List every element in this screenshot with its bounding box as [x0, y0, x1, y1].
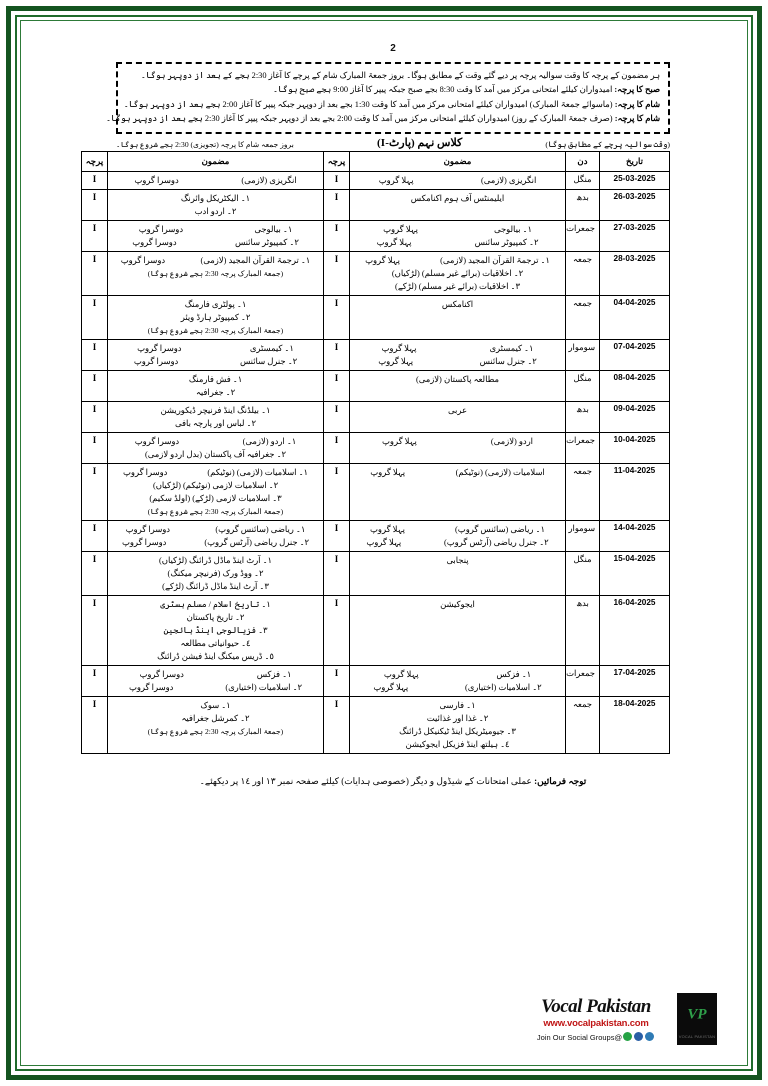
subject-entry: [354, 699, 561, 712]
subject-entry: [112, 650, 319, 663]
subject-entry: [354, 598, 561, 611]
subject-entry: [112, 236, 319, 249]
subject-timing-note: (جمعۃ المبارک پرچہ 2:30 بجے شروع ہوگا): [147, 268, 284, 278]
subject-entry: [112, 223, 319, 236]
subject-entry: [354, 554, 561, 567]
cell-subject-morning: [350, 370, 566, 401]
timing-notice-box: [106, 62, 670, 134]
subject-entry: [112, 174, 319, 187]
header-subject-evening: مضمون: [108, 151, 324, 171]
subject-name: ٣۔ فزیالوجی اینڈ ہائجین: [163, 625, 268, 635]
subject-name: اسلامیات (لازمی) (نوٹیکم): [455, 467, 545, 477]
cell-date: 09-04-2025: [600, 401, 670, 432]
subject-name: ١۔ فش فارمنگ: [188, 374, 243, 384]
facebook-icon: [634, 1032, 643, 1041]
cell-subject-evening: [108, 339, 324, 370]
table-row: [82, 432, 670, 463]
cell-date: 17-04-2025: [600, 665, 670, 696]
subject-name: ٥۔ ڈریس میکنگ اینڈ فیشن ڈرائنگ: [157, 651, 274, 661]
subject-group: پہلا گروپ: [382, 436, 417, 446]
subject-entry: [112, 668, 319, 681]
subject-entry: [112, 611, 319, 624]
cell-paper-morning: I: [324, 171, 350, 189]
cell-subject-morning: [350, 295, 566, 339]
cell-subject-evening: [108, 251, 324, 295]
cell-subject-evening: [108, 189, 324, 220]
cell-subject-evening: [108, 171, 324, 189]
subject-entry: [354, 236, 561, 249]
subject-name: ٢۔ کمپیوٹر سائنس: [234, 237, 299, 247]
footer-note-label: توجہ فرمائیں:: [534, 775, 587, 786]
cell-paper-morning: I: [324, 551, 350, 595]
subject-entry: [354, 725, 561, 738]
subject-name: ١۔ اسلامیات (لازمی) (نوٹیکم): [207, 467, 309, 477]
cell-day: جمعہ: [566, 463, 600, 520]
subject-entry: [354, 355, 561, 368]
subject-group: پہلا گروپ: [366, 537, 402, 547]
cell-date: 14-04-2025: [600, 520, 670, 551]
subject-group: دوسرا گروپ: [128, 682, 174, 692]
cell-day: جمعرات: [566, 665, 600, 696]
cell-day: سوموار: [566, 520, 600, 551]
cell-date: 28-03-2025: [600, 251, 670, 295]
cell-subject-evening: [108, 220, 324, 251]
notice-line: [126, 69, 660, 83]
footer-note: [116, 776, 670, 787]
cell-date: 27-03-2025: [600, 220, 670, 251]
cell-subject-evening: [108, 595, 324, 665]
cell-paper-evening: I: [82, 189, 108, 220]
cell-paper-morning: I: [324, 339, 350, 370]
subject-entry: [112, 466, 319, 479]
cell-subject-morning: [350, 220, 566, 251]
subject-entry: [354, 435, 561, 448]
cell-paper-morning: I: [324, 520, 350, 551]
subject-name: ١۔ بیلڈنگ اینڈ فرنیچر ڈیکوریشن: [160, 405, 271, 415]
subject-entry: [354, 536, 561, 549]
subject-group: پہلا گروپ: [376, 237, 412, 247]
subject-name: ١۔ پولٹری فارمنگ: [184, 299, 247, 309]
table-row: [82, 370, 670, 401]
subject-name: پنجابی: [446, 555, 469, 565]
subject-entry: [354, 681, 561, 694]
cell-paper-morning: I: [324, 220, 350, 251]
header-date: تاریخ: [600, 151, 670, 171]
cell-day: بدھ: [566, 189, 600, 220]
table-row: [82, 401, 670, 432]
subject-group: دوسرا گروپ: [133, 356, 179, 366]
cell-subject-morning: [350, 551, 566, 595]
cell-subject-evening: [108, 401, 324, 432]
cell-paper-evening: I: [82, 432, 108, 463]
subject-name: ١۔ کیمسٹری: [249, 343, 294, 353]
cell-paper-morning: I: [324, 295, 350, 339]
notice-text: (صرف جمعۃ المبارک کے روز) امیدواران کیلئے امتحانی مرکز میں آمد کا وقت 2:00 بجے بعد از دوپہر جبکہ پیپر کا آغاز 2:30 بجے بعد از دوپہر ہوگا۔: [106, 114, 613, 124]
timing-note-right: (وقت سوالیہ پرچے کے مطابق ہوگا): [545, 139, 670, 149]
cell-paper-evening: I: [82, 401, 108, 432]
subject-name: ٢۔ ووڈ ورک (فرنیچر میکنگ): [167, 568, 264, 578]
table-row: [82, 171, 670, 189]
subject-group: پہلا گروپ: [365, 255, 400, 265]
cell-subject-morning: [350, 463, 566, 520]
page-frame-inner-line: [15, 15, 753, 1071]
subject-entry: [112, 492, 319, 505]
cell-subject-morning: [350, 665, 566, 696]
cell-paper-evening: I: [82, 339, 108, 370]
cell-day: بدھ: [566, 595, 600, 665]
subject-group: پہلا گروپ: [383, 224, 418, 234]
subject-group: دوسرا گروپ: [121, 537, 167, 547]
subject-entry: [112, 712, 319, 725]
subject-entry: [112, 567, 319, 580]
subject-group: پہلا گروپ: [370, 467, 406, 477]
cell-paper-evening: I: [82, 220, 108, 251]
subject-entry: [354, 174, 561, 187]
subject-entry: [112, 637, 319, 650]
subject-timing-note: (جمعۃ المبارک پرچہ 2:30 بجے شروع ہوگا): [147, 325, 284, 335]
subject-entry: [112, 523, 319, 536]
subject-name: ٢۔ جنرل ریاضی (آرٹس گروپ): [204, 537, 310, 547]
cell-subject-morning: [350, 595, 566, 665]
subject-entry: [112, 435, 319, 448]
subject-name: ١۔ تاریخ اسلام / مسلم ہسٹری: [160, 599, 271, 609]
cell-paper-morning: I: [324, 665, 350, 696]
table-row: [82, 520, 670, 551]
subject-name: ٣۔ جیومیٹریکل اینڈ ٹیکنیکل ڈرائنگ: [399, 726, 516, 736]
subject-entry: [354, 254, 561, 267]
cell-paper-morning: I: [324, 189, 350, 220]
cell-subject-evening: [108, 432, 324, 463]
cell-day: جمعرات: [566, 432, 600, 463]
logo-url: www.vocalpakistan.com: [543, 1018, 649, 1029]
subject-entry: [112, 448, 319, 461]
subject-entry: [354, 738, 561, 751]
subject-name: ٢۔ اردو ادب: [194, 206, 237, 216]
subject-name: عربی: [448, 405, 467, 415]
exam-schedule-body: [82, 171, 670, 753]
table-row: [82, 220, 670, 251]
page-green-frame: [6, 6, 762, 1080]
subject-group: پہلا گروپ: [383, 669, 419, 679]
subject-entry: [354, 280, 561, 293]
subject-name: انگریزی (لازمی): [480, 175, 537, 185]
subject-entry: [354, 466, 561, 479]
subject-name: ١۔ کیمسٹری: [489, 343, 534, 353]
cell-paper-evening: I: [82, 696, 108, 753]
subject-group: دوسرا گروپ: [139, 669, 184, 679]
cell-day: بدھ: [566, 401, 600, 432]
subject-entry: [354, 404, 561, 417]
subject-group: دوسرا گروپ: [137, 343, 182, 353]
cell-day: جمعرات: [566, 220, 600, 251]
subject-group: پہلا گروپ: [378, 175, 414, 185]
subject-timing-note: (جمعۃ المبارک پرچہ 2:30 بجے شروع ہوگا): [147, 726, 284, 736]
cell-paper-evening: I: [82, 370, 108, 401]
cell-date: 08-04-2025: [600, 370, 670, 401]
subject-entry: [354, 373, 561, 386]
subject-name: ٢۔ جنرل سائنس: [240, 356, 298, 366]
notice-label: شام کا پرچہ:: [614, 114, 660, 124]
subject-name: ٢۔ جغرافیہ: [195, 387, 236, 397]
cell-subject-morning: [350, 696, 566, 753]
cell-paper-morning: I: [324, 432, 350, 463]
subject-name: ١۔ ترجمۃ القرآن المجید (لازمی): [200, 255, 311, 265]
cell-subject-morning: [350, 251, 566, 295]
cell-paper-evening: I: [82, 551, 108, 595]
cell-paper-morning: I: [324, 696, 350, 753]
cell-date: 16-04-2025: [600, 595, 670, 665]
logo-badge: [677, 993, 717, 1045]
subject-name: ٢۔ تاریخ پاکستان: [186, 612, 245, 622]
linkedin-icon: [645, 1032, 654, 1041]
cell-subject-evening: [108, 665, 324, 696]
cell-paper-evening: I: [82, 520, 108, 551]
cell-date: 26-03-2025: [600, 189, 670, 220]
subject-name: ٢۔ جنرل سائنس: [479, 356, 537, 366]
notice-line: [126, 83, 660, 97]
notice-text: (ماسوائے جمعۃ المبارک) امیدواران کیلئے امتحانی مرکز میں آمد کا وقت 1:30 بجے بعد از دوپہر جبکہ پیپر کا آغاز 2:00 بجے بعد از دوپہر ہوگا۔: [123, 99, 613, 109]
subject-name: ٢۔ اسلامیات لازمی (نوٹیکم) (لڑکیاں): [152, 480, 279, 490]
subject-entry: [112, 254, 319, 267]
subject-entry: [112, 205, 319, 218]
subject-name: ١۔ فارسی: [439, 700, 476, 710]
subject-name: ١۔ آرٹ اینڈ ماڈل ڈرائنگ (لڑکیاں): [159, 555, 272, 565]
cell-date: 18-04-2025: [600, 696, 670, 753]
date-sheet-document: [43, 39, 743, 1069]
subject-group: دوسرا گروپ: [134, 175, 179, 185]
subject-group: پہلا گروپ: [373, 682, 409, 692]
subject-entry: [112, 554, 319, 567]
subject-name: ١۔ بیالوجی: [494, 224, 532, 234]
subject-name: ٢۔ کمرشل جغرافیہ: [181, 713, 250, 723]
subject-entry: [354, 342, 561, 355]
cell-subject-evening: [108, 520, 324, 551]
subject-name: ٢۔ جغرافیہ آف پاکستان (بدل اردو لازمی): [145, 449, 286, 459]
subject-entry: [354, 668, 561, 681]
cell-paper-evening: I: [82, 171, 108, 189]
header-subject-morning: مضمون: [350, 151, 566, 171]
subject-entry: [112, 386, 319, 399]
cell-paper-morning: I: [324, 370, 350, 401]
subject-entry: [112, 681, 319, 694]
table-row: [82, 595, 670, 665]
subject-group: پہلا گروپ: [378, 356, 414, 366]
subject-group: دوسرا گروپ: [134, 436, 180, 446]
page-frame-inner-line-2: [20, 20, 748, 1066]
subject-name: ایجوکیشن: [440, 599, 475, 609]
subject-entry: [354, 298, 561, 311]
subject-name: ٢۔ اسلامیات (اختیاری): [464, 682, 542, 692]
subject-name: ١۔ ریاضی (سائنس گروپ): [455, 524, 545, 534]
subject-entry: [112, 192, 319, 205]
subject-name: ١۔ فزکس: [256, 669, 292, 679]
subject-entry: [112, 342, 319, 355]
table-row: [82, 463, 670, 520]
subject-group: دوسرا گروپ: [132, 237, 177, 247]
subject-name: ٣۔ اخلاقیات (برائے غیر مسلم) (لڑکے): [395, 281, 520, 291]
subject-name: ٣۔ اسلامیات لازمی (لڑکے) (اولڈ سکیم): [149, 493, 282, 503]
notice-text: امیدواران کیلئے امتحانی مرکز میں آمد کا وقت 8:30 بجے صبح جبکہ پیپر کا آغاز 9:00 بجے صبح ہوگا۔: [272, 85, 613, 95]
cell-subject-evening: [108, 696, 324, 753]
cell-subject-morning: [350, 520, 566, 551]
subject-name: ١۔ بیالوجی: [254, 224, 293, 234]
subject-entry: [112, 598, 319, 611]
subject-entry: [112, 536, 319, 549]
cell-paper-evening: I: [82, 251, 108, 295]
cell-date: 11-04-2025: [600, 463, 670, 520]
vocal-pakistan-watermark: [517, 993, 717, 1055]
subject-entry: [112, 311, 319, 324]
subject-name: ٢۔ لباس اور پارچہ بافی: [175, 418, 256, 428]
page-number: 2: [390, 43, 396, 54]
cell-paper-evening: I: [82, 295, 108, 339]
subject-entry: [112, 404, 319, 417]
subject-group: دوسرا گروپ: [138, 224, 184, 234]
cell-day: جمعہ: [566, 696, 600, 753]
subject-name: ١۔ ترجمۃ القرآن المجید (لازمی): [440, 255, 550, 265]
header-day: دن: [566, 151, 600, 171]
cell-subject-evening: [108, 551, 324, 595]
header-paper-morning: پرچہ: [324, 151, 350, 171]
cell-day: منگل: [566, 171, 600, 189]
subject-group: دوسرا گروپ: [125, 524, 171, 534]
subject-name: ٣۔ آرٹ اینڈ ماڈل ڈرائنگ (لڑکے): [162, 581, 269, 591]
subject-name: ٢۔ اسلامیات (اختیاری): [225, 682, 303, 692]
subject-entry: [112, 699, 319, 712]
cell-day: جمعہ: [566, 295, 600, 339]
cell-date: 25-03-2025: [600, 171, 670, 189]
whatsapp-icon: [623, 1032, 632, 1041]
cell-date: 07-04-2025: [600, 339, 670, 370]
subject-entry: [354, 223, 561, 236]
exam-schedule-table: [81, 151, 670, 754]
cell-paper-morning: I: [324, 463, 350, 520]
subject-name: ایلیمنٹس آف ہوم اکنامکس: [410, 193, 505, 203]
subject-name: اکنامکس: [441, 299, 474, 309]
cell-paper-evening: I: [82, 665, 108, 696]
cell-subject-morning: [350, 171, 566, 189]
cell-day: جمعہ: [566, 251, 600, 295]
cell-date: 15-04-2025: [600, 551, 670, 595]
class-title: کلاس نہم (پارٹ-I): [377, 136, 463, 149]
cell-day: منگل: [566, 551, 600, 595]
subject-name: ١۔ فزکس: [496, 669, 532, 679]
subject-name: ١۔ اردو (لازمی): [242, 436, 297, 446]
cell-day: منگل: [566, 370, 600, 401]
subject-name: ٤۔ حیوانیاتی مطالعہ: [180, 638, 251, 648]
subject-group: دوسرا گروپ: [123, 467, 168, 477]
cell-paper-evening: I: [82, 595, 108, 665]
logo-name: Vocal Pakistan: [541, 996, 651, 1017]
subject-name: ٢۔ اخلاقیات (برائے غیر مسلم) (لڑکیاں): [391, 268, 524, 278]
subject-entry: [112, 624, 319, 637]
subject-entry: [354, 712, 561, 725]
subject-name: اردو (لازمی): [490, 436, 533, 446]
subject-name: ١۔ الیکٹریکل وائرنگ: [180, 193, 251, 203]
subject-entry: [354, 523, 561, 536]
logo-join-text: Join Our Social Groups@: [536, 1033, 623, 1042]
subject-name: ٢۔ جنرل ریاضی (آرٹس گروپ): [443, 537, 549, 547]
cell-date: 04-04-2025: [600, 295, 670, 339]
cell-subject-evening: [108, 370, 324, 401]
table-row: [82, 665, 670, 696]
subject-name: ١۔ سوک: [200, 700, 231, 710]
friday-note-left: بروز جمعہ شام کا پرچہ (تجویزی) 2:30 بجے شروع ہوگا۔: [116, 139, 294, 149]
cell-subject-morning: [350, 432, 566, 463]
subject-entry: [112, 417, 319, 430]
subject-name: ٤۔ ہیلتھ اینڈ فزیکل ایجوکیشن: [405, 739, 510, 749]
cell-day: سوموار: [566, 339, 600, 370]
subject-entry: [112, 479, 319, 492]
cell-paper-evening: I: [82, 463, 108, 520]
logo-badge-mark: VP: [687, 1006, 707, 1023]
table-row: [82, 189, 670, 220]
subject-name: مطالعہ پاکستان (لازمی): [415, 374, 500, 384]
subject-group: پہلا گروپ: [370, 524, 405, 534]
notice-line: [106, 112, 660, 126]
cell-date: 10-04-2025: [600, 432, 670, 463]
subject-name: انگریزی (لازمی): [241, 175, 297, 185]
footer-note-text: عملی امتحانات کے شیڈول و دیگر (خصوصی ہدایات) کیلئے صفحہ نمبر ١٣ اور ١٤ پر دیکھئے۔: [199, 775, 532, 786]
cell-paper-morning: I: [324, 251, 350, 295]
class-title-strip: [116, 136, 670, 151]
cell-paper-morning: I: [324, 401, 350, 432]
subject-entry: [354, 192, 561, 205]
table-row: [82, 251, 670, 295]
table-row: [82, 696, 670, 753]
cell-subject-morning: [350, 401, 566, 432]
notice-text: ہر مضمون کے پرچہ کا وقت سوالیہ پرچہ پر دیے گئے وقت کے مطابق ہوگا۔ بروز جمعۃ المبارک شام کے پرچے کا آغاز 2:30 بجے کے بعد از دوپہر ہوگا۔: [140, 71, 660, 80]
cell-subject-morning: [350, 339, 566, 370]
subject-group: پہلا گروپ: [381, 343, 417, 353]
subject-name: ٢۔ کمپیوٹر سائنس: [474, 237, 539, 247]
subject-name: ١۔ ریاضی (سائنس گروپ): [215, 524, 306, 534]
notice-label: صبح کا پرچہ:: [614, 85, 660, 95]
cell-subject-morning: [350, 189, 566, 220]
logo-badge-subtext: VOCAL PAKISTAN: [678, 1034, 716, 1039]
cell-subject-evening: [108, 295, 324, 339]
table-row: [82, 295, 670, 339]
subject-timing-note: (جمعۃ المبارک پرچہ 2:30 بجے شروع ہوگا): [147, 506, 284, 516]
table-header-row: [82, 151, 670, 171]
cell-subject-evening: [108, 463, 324, 520]
subject-entry: [112, 355, 319, 368]
subject-entry: [112, 580, 319, 593]
logo-join-line: [517, 1032, 675, 1042]
subject-entry: [354, 267, 561, 280]
subject-name: ٢۔ کمپیوٹر ہارڈ ویئر: [180, 312, 251, 322]
subject-group: دوسرا گروپ: [120, 255, 166, 265]
table-row: [82, 551, 670, 595]
subject-entry: [112, 298, 319, 311]
notice-label: شام کا پرچہ:: [614, 99, 660, 109]
cell-paper-morning: I: [324, 595, 350, 665]
notice-line: [123, 98, 660, 112]
header-paper-evening: پرچہ: [82, 151, 108, 171]
subject-entry: [112, 373, 319, 386]
subject-name: ٢۔ غذا اور غذائیت: [426, 713, 489, 723]
table-row: [82, 339, 670, 370]
